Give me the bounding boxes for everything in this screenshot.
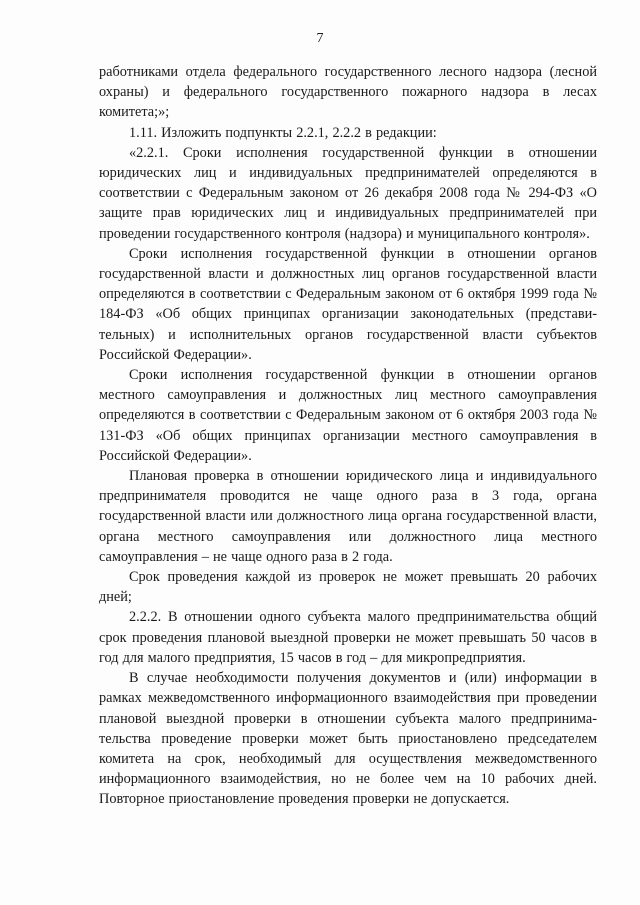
paragraph-suspension: В случае необходимости получения документов и (или) информации в рамках межведомственного информационного взаимодействия при проведении плановой выездной проверки в отношении субъекта малого предпринимательства проведение проверки может быть приостановлено председателем комитета на срок, необходимый для осуществления межведомственного информационного взаимодействия, но не более чем на 10 рабочих дней. Повторное приостановление проведения проверки не допускается. xyxy=(99,670,597,808)
paragraph-state-authorities: Сроки исполнения государственной функции в отношении органов государственной власти и должностных лиц органов государственной власти определяются в соответствии с Федеральным законом от 6 октября 1999 года № 184-ФЗ «Об общих принципах организации законодательных (представительных) и исполнительных органов государственной власти субъектов Российской Федерации». xyxy=(99,245,597,363)
page-number: 7 xyxy=(316,31,324,46)
paragraph-local-self-government: Сроки исполнения государственной функции в отношении органов местного самоуправления и должностных лиц местного самоуправления определяются в соответствии с Федеральным законом от 6 октября 2003 года № 131-ФЗ «Об общих принципах организации местного самоуправления в Российской Федерации». xyxy=(99,367,597,464)
paragraph-inspection-duration: Срок проведения каждой из проверок не может превышать 20 рабочих дней; xyxy=(99,569,597,606)
document-body xyxy=(99,62,597,810)
paragraph-scheduled-inspection: Плановая проверка в отношении юридического лица и индивидуального предпринимателя проводится не чаще одного раза в 3 года, органа государственной власти или должностного лица органа государственной власти, органа местного самоуправления или должностного лица местного самоуправления – не чаще одного раза в 2 года. xyxy=(99,468,597,565)
paragraph-continuation: работниками отдела федерального государственного лесного надзора (лесной охраны) и федерального государственного пожарного надзора в лесах комитета;»; xyxy=(99,64,597,121)
paragraph-item-1-11: 1.11. Изложить подпункты 2.2.1, 2.2.2 в редакции: xyxy=(129,124,437,141)
paragraph-item-2-2-1: «2.2.1. Сроки исполнения государственной функции в отношении юридических лиц и индивидуальных предпринимателей определяются в соответствии с Федеральным законом от 26 декабря 2008 года № 294-ФЗ «О защите прав юридических лиц и индивидуальных предпринимателей при проведении государственного контроля (надзора) и муниципального контроля». xyxy=(99,144,597,242)
paragraph-item-2-2-2: 2.2.2. В отношении одного субъекта малого предпринимательства общий срок проведения плановой выездной проверки не может превышать 50 часов в год для малого предприятия, 15 часов в год – для микропредприятия. xyxy=(99,609,597,666)
